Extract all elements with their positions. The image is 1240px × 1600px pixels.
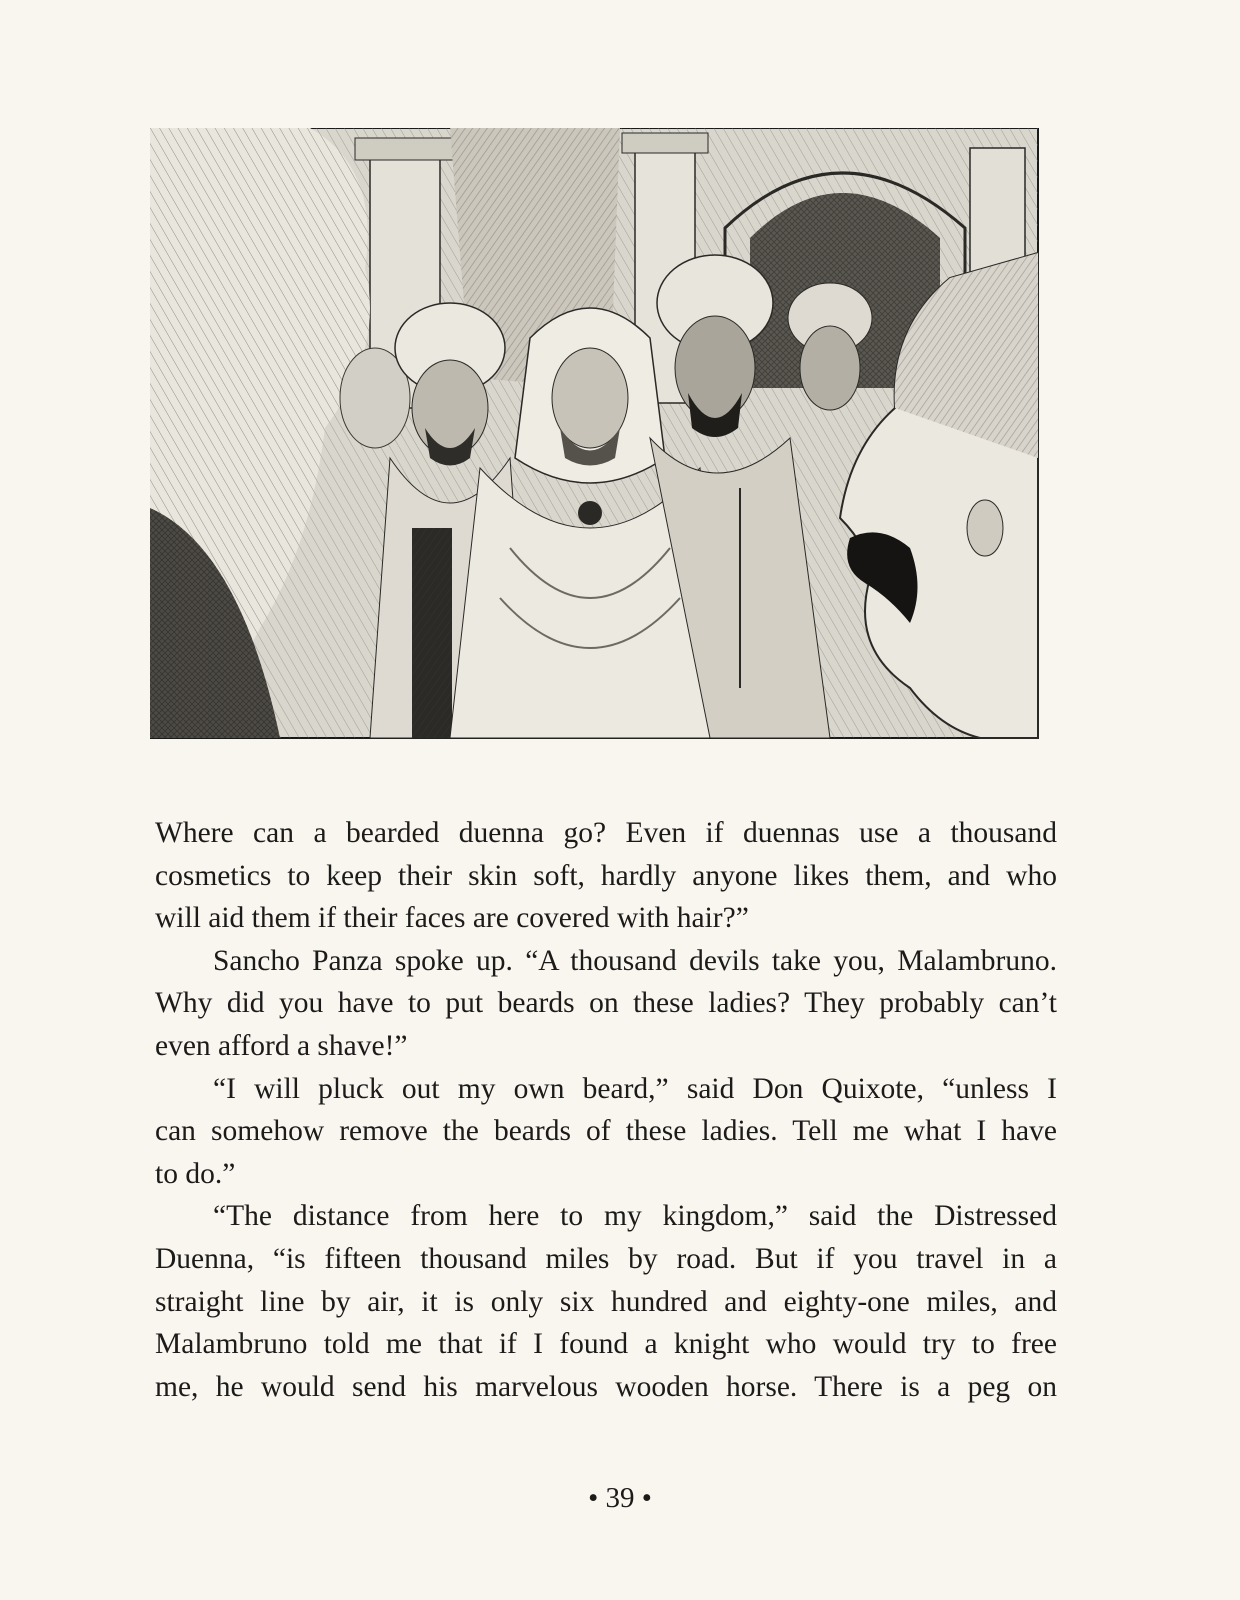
text-line: “The distance from here to my kingdom,” said the Distressed bbox=[213, 1200, 1057, 1233]
text-line: can somehow remove the beards of these ladies. Tell me what I have bbox=[155, 1115, 1057, 1148]
text-line: Sancho Panza spoke up. “A thousand devils take you, Malambruno. bbox=[213, 944, 1057, 977]
illustration-bearded-men-icon bbox=[150, 128, 1062, 754]
text-line: Where can a bearded duenna go? Even if duennas use a thousand bbox=[155, 817, 1057, 849]
text-line: me, he would send his marvelous wooden horse. There is a peg on bbox=[155, 1370, 1057, 1403]
text-line: “I will pluck out my own beard,” said Don Quixote, “unless I bbox=[213, 1072, 1057, 1105]
illustration bbox=[150, 128, 1062, 754]
text-line: Duenna, “is fifteen thousand miles by road. But if you travel in a bbox=[155, 1242, 1057, 1275]
text-line: to do.” bbox=[155, 1157, 236, 1190]
body-text bbox=[155, 812, 1057, 1408]
page-number: • 39 • bbox=[588, 1482, 652, 1514]
text-line: straight line by air, it is only six hundred and eighty-one miles, and bbox=[155, 1285, 1057, 1318]
text-line: even afford a shave!” bbox=[155, 1029, 408, 1062]
text-line: will aid them if their faces are covered with hair?” bbox=[155, 902, 749, 935]
text-line: Why did you have to put beards on these ladies? They probably can’t bbox=[155, 987, 1057, 1020]
text-line: Malambruno told me that if I found a knight who would try to free bbox=[155, 1328, 1057, 1361]
text-line: cosmetics to keep their skin soft, hardly anyone likes them, and who bbox=[155, 859, 1057, 892]
